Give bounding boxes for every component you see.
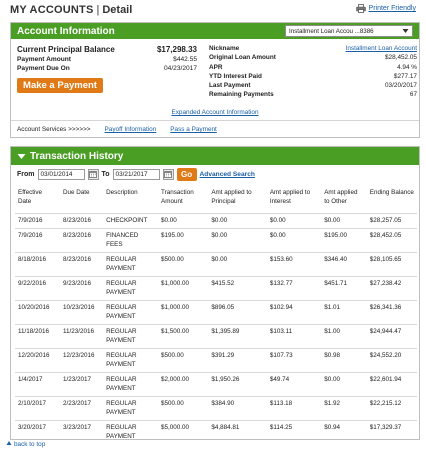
table-cell-ending-balance: $24,944.47: [367, 325, 417, 349]
expanded-account-info-label: Expanded Account Information: [171, 109, 259, 116]
nickname-link[interactable]: Installment Loan Account: [345, 45, 417, 52]
column-header-effective-date: Effective Date: [18, 189, 43, 205]
table-cell-transaction-amount: $1,500.00: [158, 325, 208, 349]
principal-balance-label: Current Principal Balance: [17, 45, 115, 54]
table-header-row: [15, 187, 417, 213]
table-cell-interest: $49.74: [267, 373, 321, 397]
table-cell-description: REGULAR PAYMENT: [103, 253, 158, 277]
table-cell-principal: $1,950.26: [208, 373, 267, 397]
account-selector[interactable]: [285, 25, 413, 37]
page-header: [10, 4, 422, 18]
account-information-title: Account Information: [17, 25, 115, 37]
table-row: [15, 277, 417, 301]
detail-value: 67: [409, 91, 417, 99]
table-cell-effective-date: 3/20/2017: [15, 421, 60, 445]
table-cell-transaction-amount: $500.00: [158, 253, 208, 277]
transaction-table-body: [15, 213, 417, 444]
table-cell-due-date: 3/23/2017: [60, 421, 103, 445]
table-cell-due-date: 8/23/2016: [60, 229, 103, 253]
table-cell-principal: $384.90: [208, 397, 267, 421]
table-cell-effective-date: 8/18/2016: [15, 253, 60, 277]
table-cell-effective-date: 7/9/2016: [15, 213, 60, 229]
dropdown-caret-icon: [401, 27, 410, 35]
payoff-information-link[interactable]: Payoff Information: [104, 126, 157, 133]
table-cell-description: REGULAR PAYMENT: [103, 421, 158, 445]
table-cell-transaction-amount: $5,000.00: [158, 421, 208, 445]
account-services-label: Account Services >>>>>>: [17, 126, 91, 133]
detail-label: Remaining Payments: [209, 91, 274, 99]
from-date-input[interactable]: 03/01/2014: [38, 169, 85, 180]
advanced-search-link[interactable]: Advanced Search: [199, 171, 255, 178]
detail-label: YTD Interest Paid: [209, 72, 262, 80]
table-cell-transaction-amount: $500.00: [158, 397, 208, 421]
expanded-account-info-link[interactable]: [11, 109, 419, 116]
back-to-top-link[interactable]: [6, 440, 45, 448]
payment-due-row: [17, 65, 197, 72]
table-cell-description: REGULAR PAYMENT: [103, 301, 158, 325]
payment-due-value: 04/23/2017: [163, 65, 197, 72]
table-cell-interest: $103.11: [267, 325, 321, 349]
table-row: [15, 253, 417, 277]
back-to-top-label: back to top: [14, 440, 46, 448]
account-information-panel: [10, 22, 420, 138]
account-services-row: [17, 126, 217, 133]
detail-label: Nickname: [209, 45, 240, 52]
detail-row-apr: [209, 64, 417, 71]
table-row: [15, 325, 417, 349]
table-cell-principal: $1,395.89: [208, 325, 267, 349]
column-header-interest: Amt applied to Interest: [269, 189, 311, 205]
payment-amount-value: $442.55: [173, 56, 197, 63]
table-cell-principal: $391.29: [208, 349, 267, 373]
detail-label: Last Payment: [209, 82, 251, 90]
table-cell-transaction-amount: $2,000.00: [158, 373, 208, 397]
table-row: [15, 213, 417, 229]
table-cell-principal: $0.00: [208, 253, 267, 277]
detail-row-last-payment: [209, 82, 417, 89]
table-cell-other: $1.01: [321, 301, 367, 325]
detail-value: $277.17: [393, 72, 417, 80]
table-cell-principal: $4,884.81: [208, 421, 267, 445]
printer-friendly-link[interactable]: [356, 4, 416, 13]
detail-label: Original Loan Amount: [209, 54, 276, 62]
table-cell-transaction-amount: $0.00: [158, 213, 208, 229]
table-cell-description: REGULAR PAYMENT: [103, 373, 158, 397]
table-cell-due-date: 9/23/2016: [60, 277, 103, 301]
transaction-table: [15, 187, 417, 444]
table-cell-transaction-amount: $195.00: [158, 229, 208, 253]
detail-label: APR: [209, 63, 223, 71]
table-cell-other: $0.00: [321, 373, 367, 397]
column-header-description: Description: [106, 189, 138, 196]
table-cell-interest: $132.77: [267, 277, 321, 301]
account-summary: [17, 45, 197, 93]
page-subtitle: Detail: [102, 4, 133, 16]
table-cell-due-date: 10/23/2016: [60, 301, 103, 325]
table-cell-principal: $0.00: [208, 229, 267, 253]
date-filter: [17, 168, 255, 181]
table-cell-transaction-amount: $1,000.00: [158, 301, 208, 325]
column-header-ending-balance: Ending Balance: [369, 189, 414, 196]
collapse-chevron-icon[interactable]: [17, 152, 26, 161]
table-cell-effective-date: 9/22/2016: [15, 277, 60, 301]
principal-balance-value: $17,298.33: [156, 45, 197, 54]
divider: [11, 120, 419, 121]
table-cell-description: FINANCED FEES: [103, 229, 158, 253]
table-row: [15, 349, 417, 373]
payment-amount-label: Payment Amount: [17, 56, 71, 63]
table-cell-due-date: 8/23/2016: [60, 213, 103, 229]
printer-icon: [356, 4, 366, 13]
table-cell-effective-date: 12/20/2016: [15, 349, 60, 373]
table-cell-description: CHECKPOINT: [103, 213, 158, 229]
column-header-transaction-amount: Transaction Amount: [161, 189, 194, 205]
table-cell-interest: $114.25: [267, 421, 321, 445]
table-cell-transaction-amount: $1,000.00: [158, 277, 208, 301]
table-cell-description: REGULAR PAYMENT: [103, 277, 158, 301]
transaction-history-header[interactable]: [11, 147, 419, 165]
table-cell-interest: $0.00: [267, 213, 321, 229]
table-cell-principal: $0.00: [208, 213, 267, 229]
table-cell-due-date: 1/23/2017: [60, 373, 103, 397]
payment-amount-row: [17, 56, 197, 63]
table-cell-interest: $102.94: [267, 301, 321, 325]
table-cell-due-date: 12/23/2016: [60, 349, 103, 373]
table-cell-principal: $896.05: [208, 301, 267, 325]
table-cell-effective-date: 1/4/2017: [15, 373, 60, 397]
table-cell-interest: $113.18: [267, 397, 321, 421]
detail-value: 03/20/2017: [385, 82, 417, 90]
to-date-input[interactable]: 03/21/2017: [113, 169, 160, 180]
from-label: From: [17, 171, 35, 178]
column-header-other: Amt applied to Other: [324, 189, 358, 205]
table-cell-description: REGULAR PAYMENT: [103, 325, 158, 349]
page-title: MY ACCOUNTS: [10, 4, 94, 16]
detail-row-ytd-interest: [209, 73, 417, 80]
table-cell-effective-date: 2/10/2017: [15, 397, 60, 421]
table-cell-ending-balance: $17,329.37: [367, 421, 417, 445]
table-cell-description: REGULAR PAYMENT: [103, 349, 158, 373]
table-cell-other: $0.94: [321, 421, 367, 445]
table-row: [15, 229, 417, 253]
to-calendar-button[interactable]: [163, 169, 174, 180]
account-information-header: [11, 23, 419, 39]
detail-value: $28,452.05: [385, 54, 417, 62]
table-cell-transaction-amount: $500.00: [158, 349, 208, 373]
account-selector-value: Installment Loan Accou ...8386: [289, 27, 374, 35]
table-cell-ending-balance: $26,341.36: [367, 301, 417, 325]
go-button[interactable]: Go: [177, 168, 197, 181]
column-header-due-date: Due Date: [62, 189, 90, 196]
calendar-icon: [89, 170, 97, 180]
table-cell-ending-balance: $28,452.05: [367, 229, 417, 253]
table-cell-due-date: 11/23/2016: [60, 325, 103, 349]
detail-row-remaining-payments: [209, 91, 417, 98]
table-cell-effective-date: 7/9/2016: [15, 229, 60, 253]
title-separator: |: [96, 4, 100, 16]
detail-row-original-loan: [209, 54, 417, 61]
detail-row-nickname: [209, 45, 417, 52]
table-cell-interest: $107.73: [267, 349, 321, 373]
detail-value: 4.94 %: [397, 63, 417, 71]
pass-a-payment-link[interactable]: Pass a Payment: [170, 126, 217, 133]
to-label: To: [101, 171, 110, 178]
table-cell-description: REGULAR PAYMENT: [103, 397, 158, 421]
table-cell-ending-balance: $22,601.94: [367, 373, 417, 397]
table-cell-ending-balance: $27,238.42: [367, 277, 417, 301]
table-row: [15, 421, 417, 445]
table-cell-effective-date: 11/18/2016: [15, 325, 60, 349]
make-payment-button[interactable]: Make a Payment: [17, 78, 103, 93]
column-header-principal: Amt applied to Principal: [211, 189, 252, 205]
transaction-history-title: Transaction History: [30, 150, 124, 162]
table-cell-ending-balance: $28,257.05: [367, 213, 417, 229]
table-cell-other: $1.00: [321, 325, 367, 349]
table-cell-other: $195.00: [321, 229, 367, 253]
up-arrow-icon: [6, 440, 12, 448]
table-row: [15, 373, 417, 397]
table-cell-interest: $153.60: [267, 253, 321, 277]
table-cell-other: $346.40: [321, 253, 367, 277]
table-row: [15, 397, 417, 421]
account-details: [209, 45, 417, 101]
principal-balance-row: [17, 45, 197, 54]
table-cell-principal: $415.52: [208, 277, 267, 301]
table-cell-other: $0.00: [321, 213, 367, 229]
calendar-icon: [164, 170, 172, 180]
table-cell-effective-date: 10/20/2016: [15, 301, 60, 325]
table-cell-other: $0.98: [321, 349, 367, 373]
payment-due-label: Payment Due On: [17, 65, 70, 72]
table-cell-other: $1.92: [321, 397, 367, 421]
table-cell-due-date: 8/23/2016: [60, 253, 103, 277]
transaction-history-panel: [10, 146, 420, 440]
table-cell-interest: $0.00: [267, 229, 321, 253]
from-calendar-button[interactable]: [88, 169, 99, 180]
table-cell-ending-balance: $22,215.12: [367, 397, 417, 421]
table-row: [15, 301, 417, 325]
table-cell-due-date: 2/23/2017: [60, 397, 103, 421]
printer-friendly-label: Printer Friendly: [368, 5, 416, 12]
table-cell-ending-balance: $28,105.65: [367, 253, 417, 277]
table-cell-ending-balance: $24,552.20: [367, 349, 417, 373]
table-cell-other: $451.71: [321, 277, 367, 301]
